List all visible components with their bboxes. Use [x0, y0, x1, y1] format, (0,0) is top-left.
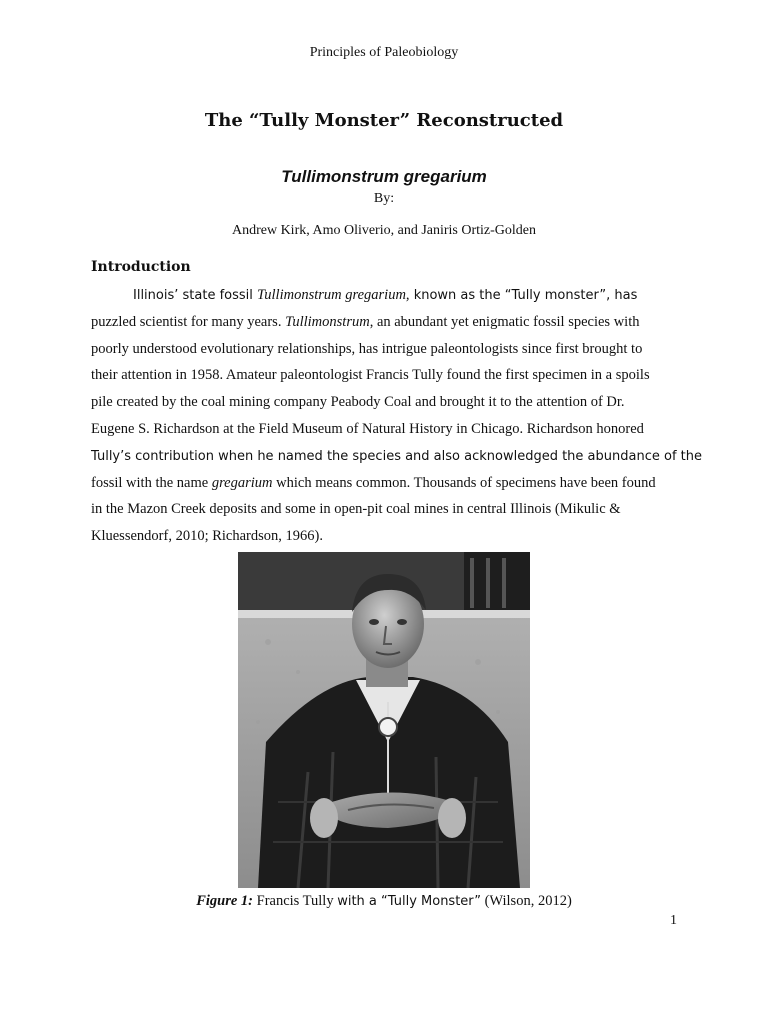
- text-line: in the Mazon Creek deposits and some in open-pit coal mines in central Illinois (Mikulic &: [91, 501, 621, 518]
- by-line: By:: [373, 191, 395, 206]
- document-subtitle: Tullimonstrum gregarium: [281, 167, 487, 186]
- text-line: Illinois’ state fossil Tullimonstrum gregarium, known as the “Tully monster”, has: [133, 287, 638, 303]
- figure-label: Figure 1:: [196, 893, 253, 909]
- text-line: Eugene S. Richardson at the Field Museum of Natural History in Chicago. Richardson honored: [91, 420, 644, 437]
- section-heading-introduction: Introduction: [91, 259, 191, 275]
- text-line: Tully’s contribution when he named the species and also acknowledged the abundance of the: [91, 448, 702, 464]
- page-number: 1: [670, 913, 677, 928]
- text-line: their attention in 1958. Amateur paleontologist Francis Tully found the first specimen in a spoils: [91, 367, 650, 384]
- document-title: The “Tully Monster” Reconstructed: [204, 110, 564, 131]
- introduction-paragraph: [91, 282, 702, 550]
- running-header: Principles of Paleobiology: [309, 45, 459, 60]
- photo-illustration: [238, 552, 530, 888]
- author-list: Andrew Kirk, Amo Oliverio, and Janiris Ortiz-Golden: [231, 223, 537, 238]
- text-line: fossil with the name gregarium which means common. Thousands of specimens have been found: [91, 474, 656, 491]
- text-line: pile created by the coal mining company Peabody Coal and brought it to the attention of Dr.: [91, 394, 625, 411]
- text-line: poorly understood evolutionary relationships, has intrigue paleontologists since first brought to: [91, 340, 643, 357]
- figure-photo: [238, 552, 530, 888]
- text-line: Kluessendorf, 2010; Richardson, 1966).: [91, 528, 323, 545]
- text-line: puzzled scientist for many years. Tullimonstrum, an abundant yet enigmatic fossil species with: [91, 313, 640, 330]
- figure-caption: Figure 1: Francis Tully with a “Tully Monster” (Wilson, 2012): [196, 893, 572, 909]
